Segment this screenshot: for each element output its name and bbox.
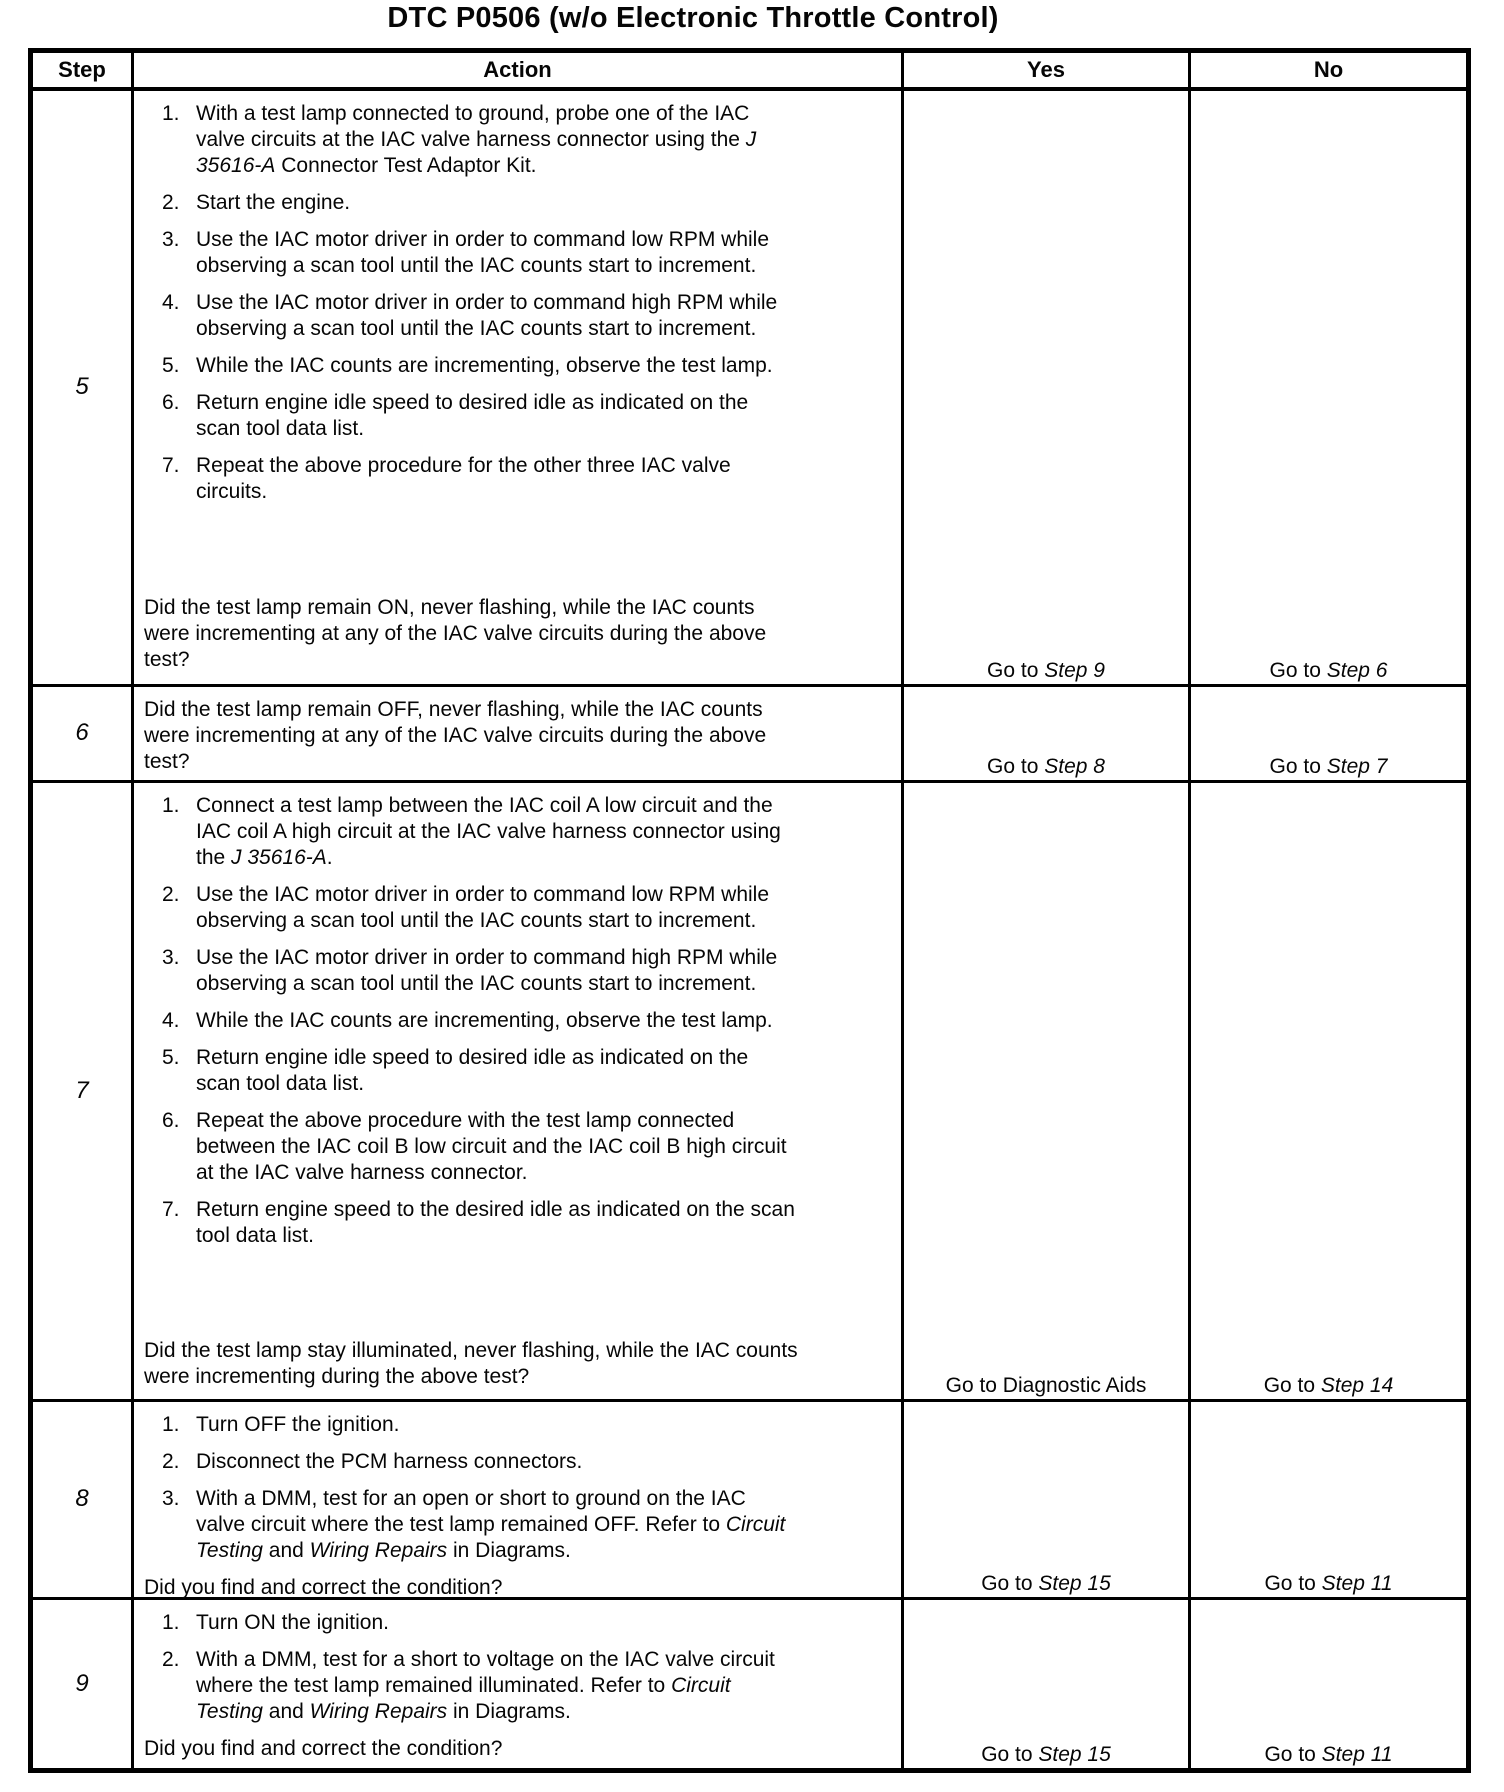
action-item bbox=[162, 945, 893, 997]
text-run: Wiring Repairs bbox=[309, 1538, 448, 1562]
item-text bbox=[196, 1610, 389, 1636]
text-run: Step 15 bbox=[1038, 1742, 1111, 1766]
no-cell bbox=[1190, 89, 1469, 685]
header-no: No bbox=[1190, 51, 1469, 90]
text-run: Use the IAC motor driver in order to command high RPM while observing a scan tool until the IAC counts start to increment. bbox=[196, 291, 778, 340]
text-run: . bbox=[326, 845, 333, 869]
item-text bbox=[196, 1045, 796, 1097]
text-run: and bbox=[262, 1538, 310, 1562]
text-run: Go to bbox=[987, 754, 1045, 778]
step-cell: 7 bbox=[31, 781, 133, 1400]
text-run: Step 9 bbox=[1044, 658, 1105, 682]
item-number: 7. bbox=[162, 1197, 180, 1221]
text-run: Go to bbox=[1264, 1571, 1322, 1595]
text-run: Wiring Repairs bbox=[309, 1699, 448, 1723]
text-run: With a DMM, test for a short to voltage on the IAC valve circuit where the test lamp remained illuminated. Refer to bbox=[196, 1647, 775, 1697]
action-item bbox=[162, 390, 893, 442]
text-run: in Diagrams. bbox=[447, 1699, 571, 1723]
question-text bbox=[144, 697, 799, 775]
text-run: Return engine idle speed to desired idle as indicated on the scan tool data list. bbox=[196, 1045, 749, 1095]
table-row bbox=[31, 685, 1469, 781]
table-row bbox=[31, 89, 1469, 685]
action-item bbox=[162, 1412, 893, 1438]
step-cell: 6 bbox=[31, 685, 133, 781]
text-run: Connector Test Adaptor Kit. bbox=[275, 154, 537, 177]
text-run: Go to bbox=[1263, 1373, 1321, 1397]
no-cell bbox=[1190, 685, 1469, 781]
yes-cell bbox=[903, 1598, 1190, 1770]
action-item bbox=[162, 1045, 893, 1097]
action-cell bbox=[133, 781, 903, 1400]
item-text bbox=[196, 882, 796, 934]
item-number: 2. bbox=[162, 191, 180, 214]
text-run: Use the IAC motor driver in order to command low RPM while observing a scan tool until the IAC counts start to increment. bbox=[196, 882, 770, 932]
table-row bbox=[31, 1598, 1469, 1770]
item-number: 3. bbox=[162, 1486, 180, 1510]
item-number: 1. bbox=[162, 1412, 180, 1436]
question-text bbox=[144, 1736, 799, 1762]
yes-cell bbox=[903, 781, 1190, 1400]
header-step: Step bbox=[31, 51, 133, 90]
text-run: Return engine speed to the desired idle as indicated on the scan tool data list. bbox=[196, 1197, 795, 1247]
item-text bbox=[196, 353, 773, 379]
yes-cell bbox=[903, 685, 1190, 781]
action-item bbox=[162, 101, 893, 179]
item-text bbox=[196, 793, 796, 871]
item-number: 2. bbox=[162, 882, 180, 906]
text-run: Did the test lamp remain OFF, never flashing, while the IAC counts were incrementing at any of the IAC valve circuits during the above test? bbox=[144, 697, 767, 773]
item-text bbox=[196, 390, 796, 442]
item-number: 1. bbox=[162, 1610, 180, 1634]
item-text bbox=[196, 453, 796, 505]
text-run: J 35616-A bbox=[196, 128, 757, 177]
action-cell bbox=[133, 1598, 903, 1770]
item-number: 1. bbox=[162, 793, 180, 817]
action-cell bbox=[133, 89, 903, 685]
text-run: Did the test lamp remain ON, never flashing, while the IAC counts were incrementing at any of the IAC valve circuits during the above test? bbox=[144, 596, 767, 671]
text-run: With a DMM, test for an open or short to ground on the IAC valve circuit where the test lamp remained OFF. Refer to bbox=[196, 1486, 746, 1536]
item-text bbox=[196, 1108, 796, 1186]
text-run: Repeat the above procedure for the other three IAC valve circuits. bbox=[196, 454, 731, 503]
item-number: 6. bbox=[162, 1108, 180, 1132]
text-run: Go to bbox=[1269, 658, 1327, 682]
text-run: Go to bbox=[1269, 754, 1327, 778]
text-run: Go to bbox=[1264, 1742, 1322, 1766]
text-run: Turn ON the ignition. bbox=[196, 1610, 389, 1634]
text-run: Did you find and correct the condition? bbox=[144, 1575, 503, 1599]
action-item bbox=[162, 1197, 893, 1249]
item-number: 5. bbox=[162, 1045, 180, 1069]
text-run: While the IAC counts are incrementing, observe the test lamp. bbox=[196, 354, 773, 377]
item-number: 5. bbox=[162, 354, 180, 377]
text-run: Step 8 bbox=[1044, 754, 1105, 778]
item-text bbox=[196, 1486, 796, 1564]
action-item bbox=[162, 290, 893, 342]
page-title: DTC P0506 (w/o Electronic Throttle Control) bbox=[387, 2, 999, 34]
text-run: While the IAC counts are incrementing, observe the test lamp. bbox=[196, 1008, 773, 1032]
action-cell bbox=[133, 685, 903, 781]
item-text bbox=[196, 101, 796, 179]
text-run: Step 6 bbox=[1326, 658, 1388, 682]
yes-cell bbox=[903, 89, 1190, 685]
item-number: 3. bbox=[162, 228, 180, 251]
diagnostic-table bbox=[28, 48, 1471, 1773]
action-item bbox=[162, 190, 893, 216]
item-number: 2. bbox=[162, 1449, 180, 1473]
text-run: With a test lamp connected to ground, probe one of the IAC valve circuits at the IAC valve harness connector using the bbox=[196, 102, 750, 151]
text-run: Go to bbox=[981, 1571, 1039, 1595]
action-cell bbox=[133, 1400, 903, 1598]
text-run: Use the IAC motor driver in order to command low RPM while observing a scan tool until the IAC counts start to increment. bbox=[196, 228, 770, 277]
action-item bbox=[162, 1647, 893, 1725]
text-run: J 35616-A bbox=[231, 845, 327, 869]
action-item bbox=[162, 1108, 893, 1186]
text-run: Go to bbox=[981, 1742, 1039, 1766]
item-text bbox=[196, 1008, 773, 1034]
text-run: Go to Diagnostic Aids bbox=[945, 1373, 1147, 1397]
item-number: 6. bbox=[162, 391, 180, 414]
text-run: Use the IAC motor driver in order to command high RPM while observing a scan tool until the IAC counts start to increment. bbox=[196, 945, 778, 995]
no-cell bbox=[1190, 781, 1469, 1400]
action-item bbox=[162, 453, 893, 505]
text-run: Return engine idle speed to desired idle as indicated on the scan tool data list. bbox=[196, 391, 749, 440]
no-cell bbox=[1190, 1400, 1469, 1598]
header-yes: Yes bbox=[903, 51, 1190, 90]
action-item bbox=[162, 353, 893, 379]
text-run: Circuit Testing bbox=[196, 1512, 786, 1562]
text-run: Circuit Testing bbox=[196, 1673, 731, 1723]
text-run: Did you find and correct the condition? bbox=[144, 1736, 503, 1760]
action-item bbox=[162, 1610, 893, 1636]
question-text bbox=[144, 595, 799, 673]
item-text bbox=[196, 945, 796, 997]
text-run: Step 11 bbox=[1321, 1742, 1393, 1766]
header-action: Action bbox=[133, 51, 903, 90]
text-run: in Diagrams. bbox=[447, 1538, 571, 1562]
no-cell bbox=[1190, 1598, 1469, 1770]
table-header-row bbox=[31, 51, 1469, 90]
item-text bbox=[196, 290, 796, 342]
action-item bbox=[162, 793, 893, 871]
text-run: Go to bbox=[987, 658, 1045, 682]
text-run: Step 15 bbox=[1038, 1571, 1111, 1595]
question-text bbox=[144, 1338, 799, 1390]
action-item bbox=[162, 1008, 893, 1034]
text-run: Start the engine. bbox=[196, 191, 351, 214]
text-run: Connect a test lamp between the IAC coil A low circuit and the IAC coil A high circuit at the IAC valve harness connector using the bbox=[196, 793, 781, 869]
table-row bbox=[31, 781, 1469, 1400]
item-text bbox=[196, 190, 350, 216]
item-number: 1. bbox=[162, 102, 180, 125]
item-text bbox=[196, 1647, 796, 1725]
action-item bbox=[162, 227, 893, 279]
step-cell: 5 bbox=[31, 89, 133, 685]
text-run: and bbox=[262, 1699, 310, 1723]
table-body bbox=[31, 89, 1469, 1770]
item-number: 3. bbox=[162, 945, 180, 969]
text-run: Disconnect the PCM harness connectors. bbox=[196, 1449, 583, 1473]
item-text bbox=[196, 1197, 796, 1249]
text-run: Turn OFF the ignition. bbox=[196, 1412, 400, 1436]
action-item bbox=[162, 882, 893, 934]
step-cell: 9 bbox=[31, 1598, 133, 1770]
item-text bbox=[196, 1412, 399, 1438]
item-number: 4. bbox=[162, 291, 180, 314]
text-run: Step 14 bbox=[1320, 1373, 1394, 1397]
text-run: Step 11 bbox=[1321, 1571, 1393, 1595]
item-number: 7. bbox=[162, 454, 180, 477]
text-run: Repeat the above procedure with the test lamp connected between the IAC coil B low circuit and the IAC coil B high circuit at the IAC valve harness connector. bbox=[196, 1108, 787, 1184]
action-item bbox=[162, 1486, 893, 1564]
item-number: 4. bbox=[162, 1008, 180, 1032]
text-run: Step 7 bbox=[1326, 754, 1388, 778]
text-run: Did the test lamp stay illuminated, never flashing, while the IAC counts were incrementing during the above test? bbox=[144, 1338, 798, 1388]
step-cell: 8 bbox=[31, 1400, 133, 1598]
action-item bbox=[162, 1449, 893, 1475]
table-row bbox=[31, 1400, 1469, 1598]
item-text bbox=[196, 227, 796, 279]
yes-cell bbox=[903, 1400, 1190, 1598]
item-text bbox=[196, 1449, 582, 1475]
question-text bbox=[144, 1575, 799, 1601]
item-number: 2. bbox=[162, 1647, 180, 1671]
